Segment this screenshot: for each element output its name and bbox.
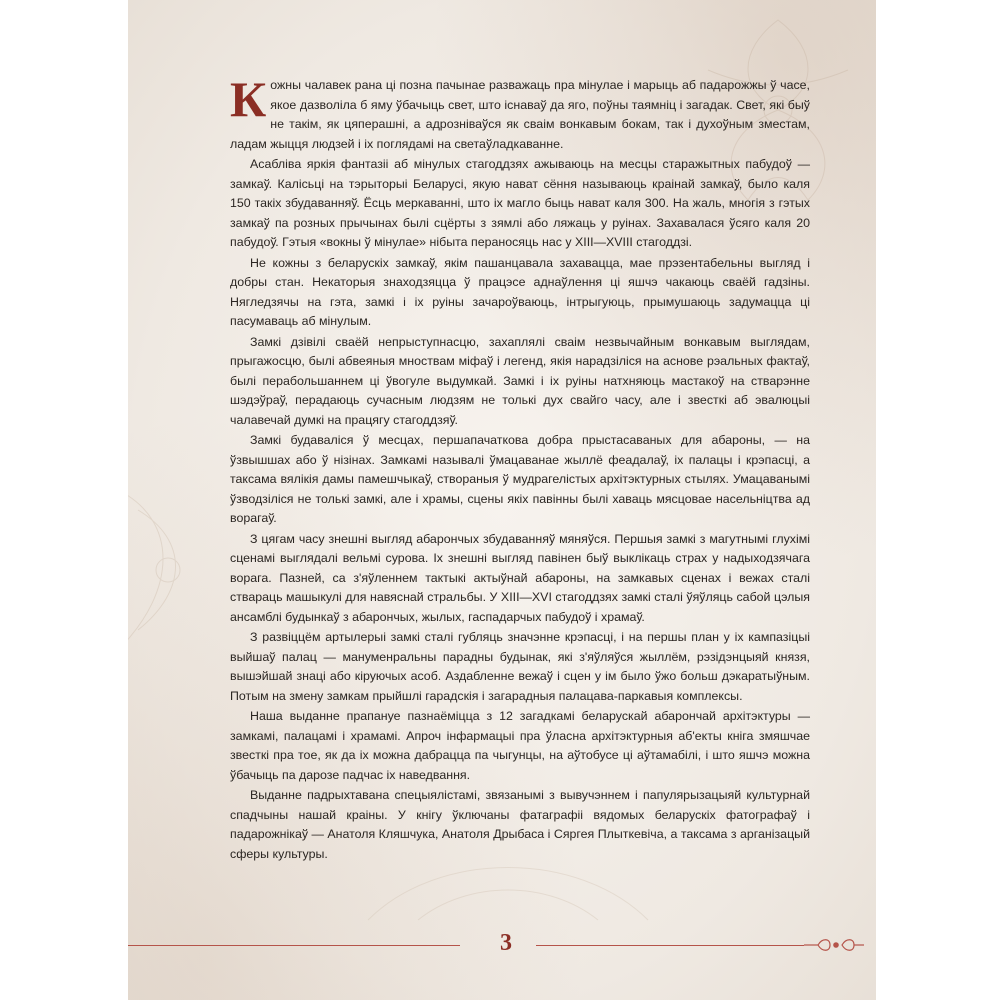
paragraph-7: З развіццём артылерыі замкі сталі губляць значэнне крэпасці, і на першы план у іх кампазіцыі выйшаў палац — мануменральны парадны будынак, які з'яўляўся жыллём, рэзідэнцыяй князя, вышэйшай знаці або кіруючых асоб. Аздабленне вежаў і сцен у ім было ўжо больш дэкаратыўным. Потым на змену замкам прыйшлі гарадскія і загарадныя палацава-паркавыя комплексы. [230,630,810,703]
page-number: 3 [500,930,512,956]
paragraph-4: Замкі дзівілі сваёй непрыступнасцю, захаплялі сваім незвычайным вонкавым выглядам, прыгажосцю, былі абвеяныя мноствам міфаў і легенд, якія нарадзіліся на аснове рэальных фактаў, былі перабольшаннем ці ўвогуле выдумкай. Замкі і іх руіны натхняюць мастакоў на стварэнне шэдэўраў, перадаюць сучасным людзям не толькі дух свайго часу, але і звесткі аб эвалюцыі чалавечай думкі на працягу стагоддзяў. [230,334,810,427]
paragraph-3: Не кожны з беларускіх замкаў, якім пашанцавала захавацца, мае прэзентабельны выгляд і добры стан. Некаторыя знаходзяцца ў працэсе аднаўлення ці яшчэ чакаюць сваёй гадзіны. Нягледзячы на гэта, замкі і іх руіны зачароўваюць, інтрыгуюць, прымушаюць задумацца ці пасумаваць аб мінулым. [230,255,810,329]
drop-cap-letter: К [230,71,267,127]
paragraph-6: З цягам часу знешні выгляд абарончых збудаванняў мяняўся. Першыя замкі з магутнымі глухімі сценамі выглядалі вельмі сурова. Іх знешні выгляд павінен быў выклікаць страх у надыходзячага ворага. Пазней, са з'яўленнем тактыкі актыўнай абароны, на замкавых сценах і вежах сталі ствараць машыкулі для навяснай стральбы. У XIII—XVI стагоддзях замкі сталі ўяўляць сабой цэлыя ансамблі будынкаў з абарончых, жылых, гаспадарчых пабудоў і храмаў. [230,531,810,624]
paragraph-5: Замкі будаваліся ў месцах, першапачаткова добра прыстасаваных для абароны, — на ўзвышшах або ў нізінах. Замкамі называлі ўмацаванае жыллё феадалаў, іх палацы і крэпасці, а таксама вялікія дамы памешчыкаў, створаныя ў мудрагелістых архітэктурных стылях. Умацаванымі ўзводзіліся не толькі замкі, але і храмы, сцены якіх павінны былі хаваць мясцовае насельніцтва ад ворагаў. [230,433,810,526]
paragraph-1-text: ожны чалавек рана ці позна пачынае разважаць пра мінулае і марыць аб падарожжы ў часе, якое дазволіла б яму ўбачыць свет, што існаваў да яго, поўны таямніц і загадак. Свет, які быў не такім, як цяперашні, а адрозніваўся як сваім вонкавым бокам, так і духоўным зместам, ладам жыцця людзей і іх поглядамі на светаўладкаванне. [230,78,810,151]
paragraph-8: Наша выданне прапануе пазнаёміцца з 12 загадкамі беларускай абарончай архітэктуры — замкамі, палацамі і храмамі. Апроч інфармацыі пра ўласна архітэктурныя аб'екты кніга змяшчае звесткі пра тое, як да іх можна дабрацца па чыгунцы, на аўтобусе ці аўтамабілі, і што яшчэ можна ўбачыць па дарозе падчас іх наведвання. [230,709,810,782]
footer-flourish-icon [804,936,864,956]
paragraph-9: Выданне падрыхтавана спецыялістамі, звязанымі з вывучэннем і папулярызацыяй культурнай спадчыны нашай краіны. У кнігу ўключаны фатаграфіі вядомых беларускіх фатографаў і падарожнікаў — Анатоля Кляшчука, Анатоля Дрыбаса і Сяргея Плыткевіча, а таксама з арганізацый сферы культуры. [230,788,810,861]
body-text [230,71,810,865]
footer-rule-left [128,945,460,946]
paragraph-2: Асабліва яркія фантазіі аб мінулых стагоддзях ажываюць на месцы старажытных пабудоў — замкаў. Калісьці на тэрыторыі Беларусі, якую нават сёння называюць краінай замкаў, было каля 150 такіх збудаванняў. Ёсць меркаванні, што іх магло быць нават каля 300. На жаль, многія з гэтых замкаў па розных прычынах былі сцёрты з зямлі або ляжаць у руінах. Захавалася ўсяго каля 20 пабудоў. Гэтыя «вокны ў мінулае» нібыта пераносяць нас у XIII—XVIII стагоддзі. [230,156,810,250]
paragraph-1 [230,71,810,154]
footer-rule-right [536,945,804,946]
book-page [128,0,876,1000]
